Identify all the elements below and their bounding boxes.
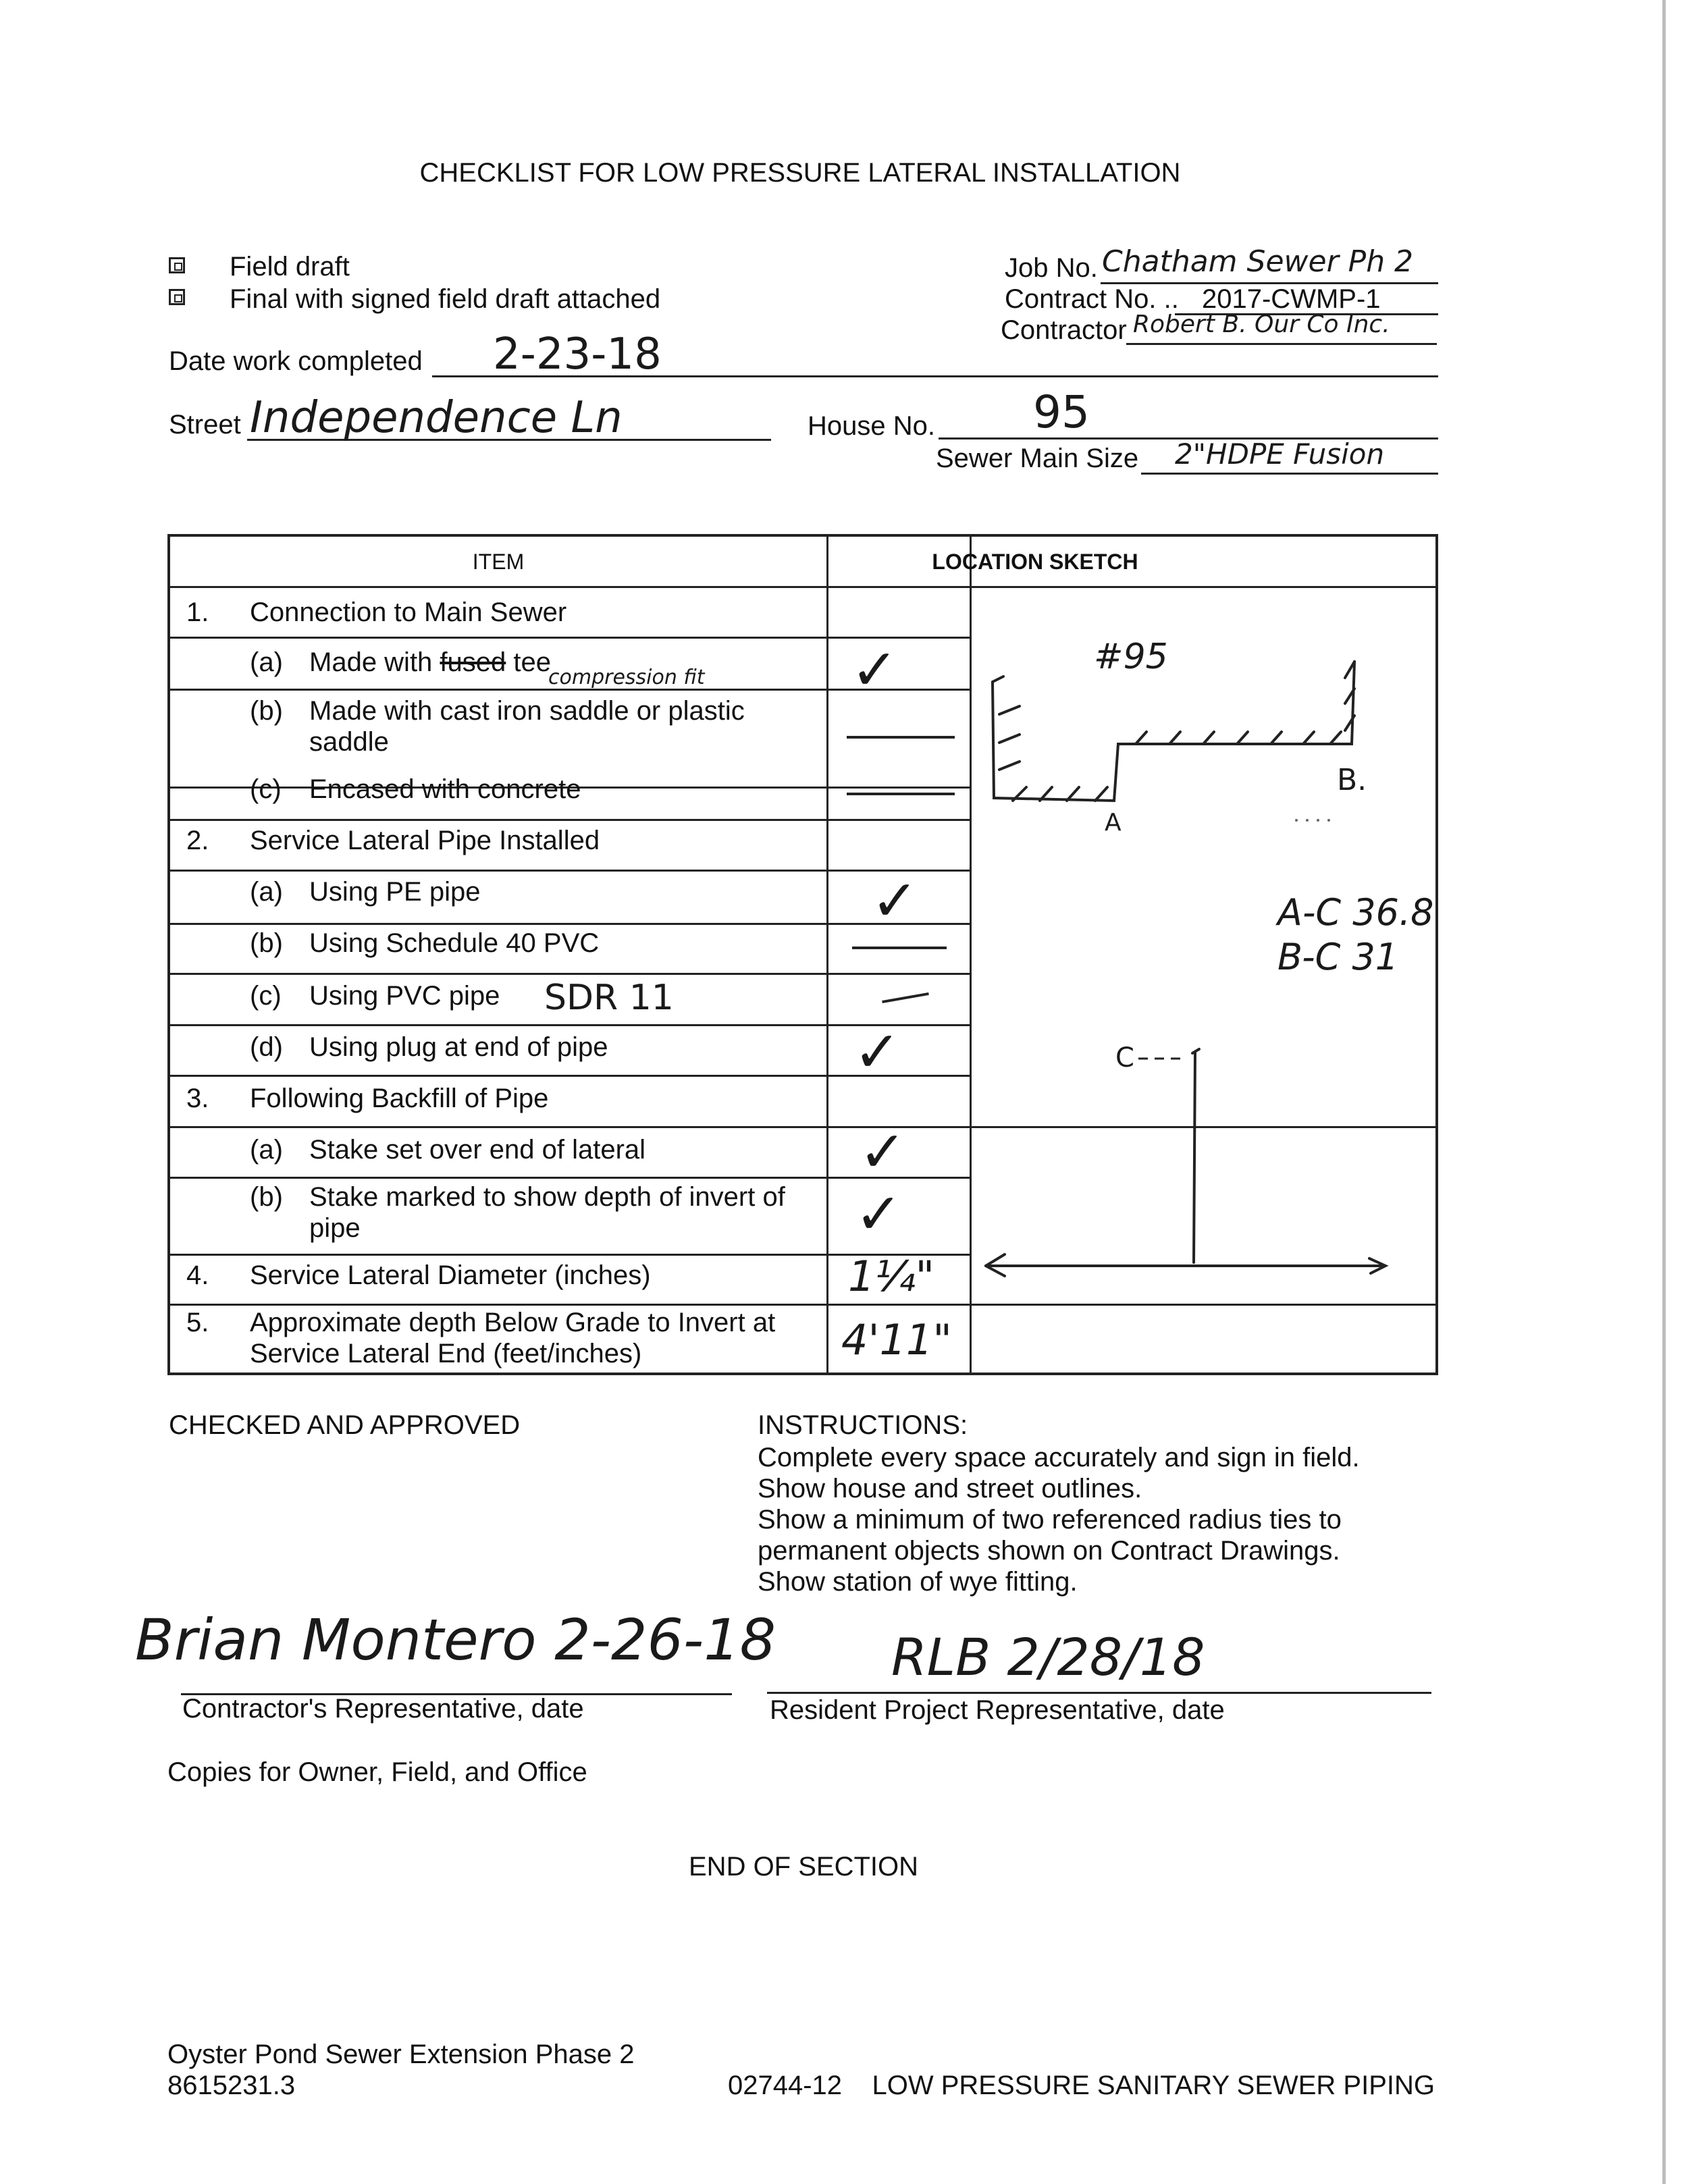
sketch-column-header: LOCATION SKETCH [932,550,1138,574]
row-2d-text: Using plug at end of pipe [309,1032,608,1062]
row-4-value[interactable]: 1¼" [848,1252,935,1301]
final-draft-label: Final with signed field draft attached [230,284,661,314]
field-draft-checkbox[interactable] [169,257,185,273]
sewer-main-value[interactable]: 2"HDPE Fusion [1175,437,1385,471]
row-5-text-cont: Service Lateral End (feet/inches) [250,1339,642,1368]
resident-signature[interactable]: RLB 2/28/18 [891,1627,1205,1687]
instruction-line-5: Show station of wye fitting. [758,1567,1078,1597]
row-1a-note: compression fit [548,666,705,689]
row-5-number: 5. [186,1308,209,1337]
row-1b-text: Made with cast iron saddle or plastic [309,696,745,726]
row-3-number: 3. [186,1084,209,1113]
row-3b-text-cont: pipe [309,1213,361,1243]
row-3b-text: Stake marked to show depth of invert of [309,1182,785,1212]
row-5-value[interactable]: 4'11" [841,1315,952,1364]
row-2b-text: Using Schedule 40 PVC [309,928,600,958]
footer-doc-no: 8615231.3 [167,2071,296,2100]
contractor-value[interactable]: Robert B. Our Co Inc. [1133,311,1390,338]
tie-a-c-label: A-C 36.8 [1277,891,1434,934]
row-2-text: Service Lateral Pipe Installed [250,826,600,855]
instruction-line-2: Show house and street outlines. [758,1474,1142,1503]
date-completed-label: Date work completed [169,346,423,376]
row-1b-text-cont: saddle [309,727,389,757]
row-3-text: Following Backfill of Pipe [250,1084,549,1113]
row-3a-checkmark[interactable]: ✓ [859,1119,907,1185]
job-no-label: Job No. [1005,253,1098,283]
house-no-value[interactable]: 95 [1033,386,1090,438]
location-sketch [972,587,1438,1364]
resident-rep-label: Resident Project Representative, date [770,1695,1225,1725]
row-2c-note: SDR 11 [544,978,674,1018]
row-2a-text: Using PE pipe [309,877,481,907]
row-5-text: Approximate depth Below Grade to Invert at [250,1308,776,1337]
row-1-text: Connection to Main Sewer [250,597,567,627]
contractor-signature[interactable]: Brian Montero 2-26-18 [135,1607,776,1673]
house-number-label: #95 [1094,637,1168,677]
scan-edge [1662,0,1666,2184]
row-2a-checkmark[interactable]: ✓ [871,868,919,934]
row-1c-text: Encased with concrete [309,774,581,804]
row-1b-dash[interactable] [847,736,955,739]
tie-b-c-label: B-C 31 [1277,936,1399,978]
row-1a-text: Made with fused tee [309,647,552,677]
row-2a-sub: (a) [250,877,283,907]
contractor-label: Contractor [1001,315,1127,345]
document-title: CHECKLIST FOR LOW PRESSURE LATERAL INSTALLATION [419,158,1181,188]
row-2b-dash[interactable] [852,947,947,949]
row-2c-text: Using PVC pipe [309,981,500,1011]
contract-no-value[interactable]: 2017-CWMP-1 [1202,284,1381,314]
struck-word: fused [440,647,506,677]
date-completed-value[interactable]: 2-23-18 [493,329,662,379]
row-1c-sub: (c) [250,774,282,804]
street-label: Street [169,410,241,440]
row-3a-sub: (a) [250,1135,283,1165]
row-2b-sub: (b) [250,928,283,958]
row-3a-text: Stake set over end of lateral [309,1135,646,1165]
row-1a-checkmark[interactable]: ✓ [851,637,899,703]
contract-no-label: Contract No. .. [1005,284,1179,314]
instruction-line-3: Show a minimum of two referenced radius ties to [758,1505,1342,1535]
point-b-label: B. [1337,763,1367,797]
row-1a-sub: (a) [250,647,283,677]
end-of-section: END OF SECTION [689,1852,919,1882]
row-1c-dash[interactable] [847,793,955,795]
contractor-rep-label: Contractor's Representative, date [182,1694,584,1724]
row-2c-sub: (c) [250,981,282,1011]
checked-approved-label: CHECKED AND APPROVED [169,1410,521,1440]
row-3b-sub: (b) [250,1182,283,1212]
row-3b-checkmark[interactable]: ✓ [855,1181,903,1247]
instructions-heading: INSTRUCTIONS: [758,1410,968,1440]
job-no-value[interactable]: Chatham Sewer Ph 2 [1102,244,1414,279]
footer-section: 02744-12 LOW PRESSURE SANITARY SEWER PIPING [728,2071,1435,2100]
row-4-number: 4. [186,1260,209,1290]
item-column-header: ITEM [472,550,525,574]
row-1-number: 1. [186,597,209,627]
row-2d-checkmark[interactable]: ✓ [853,1019,901,1085]
point-c-label: C [1115,1042,1134,1073]
field-draft-label: Field draft [230,252,350,282]
house-no-label: House No. [808,411,935,441]
instruction-line-1: Complete every space accurately and sign in field. [758,1443,1360,1472]
row-1b-sub: (b) [250,696,283,726]
sewer-main-label: Sewer Main Size [936,444,1139,473]
row-4-text: Service Lateral Diameter (inches) [250,1260,651,1290]
footer-project: Oyster Pond Sewer Extension Phase 2 [167,2040,635,2069]
copies-note: Copies for Owner, Field, and Office [167,1757,587,1787]
row-2d-sub: (d) [250,1032,283,1062]
instruction-line-4: permanent objects shown on Contract Drawings. [758,1536,1340,1566]
row-2-number: 2. [186,826,209,855]
street-value[interactable]: Independence Ln [250,393,623,443]
final-draft-checkbox[interactable] [169,289,185,305]
point-a-label: A [1105,809,1122,836]
